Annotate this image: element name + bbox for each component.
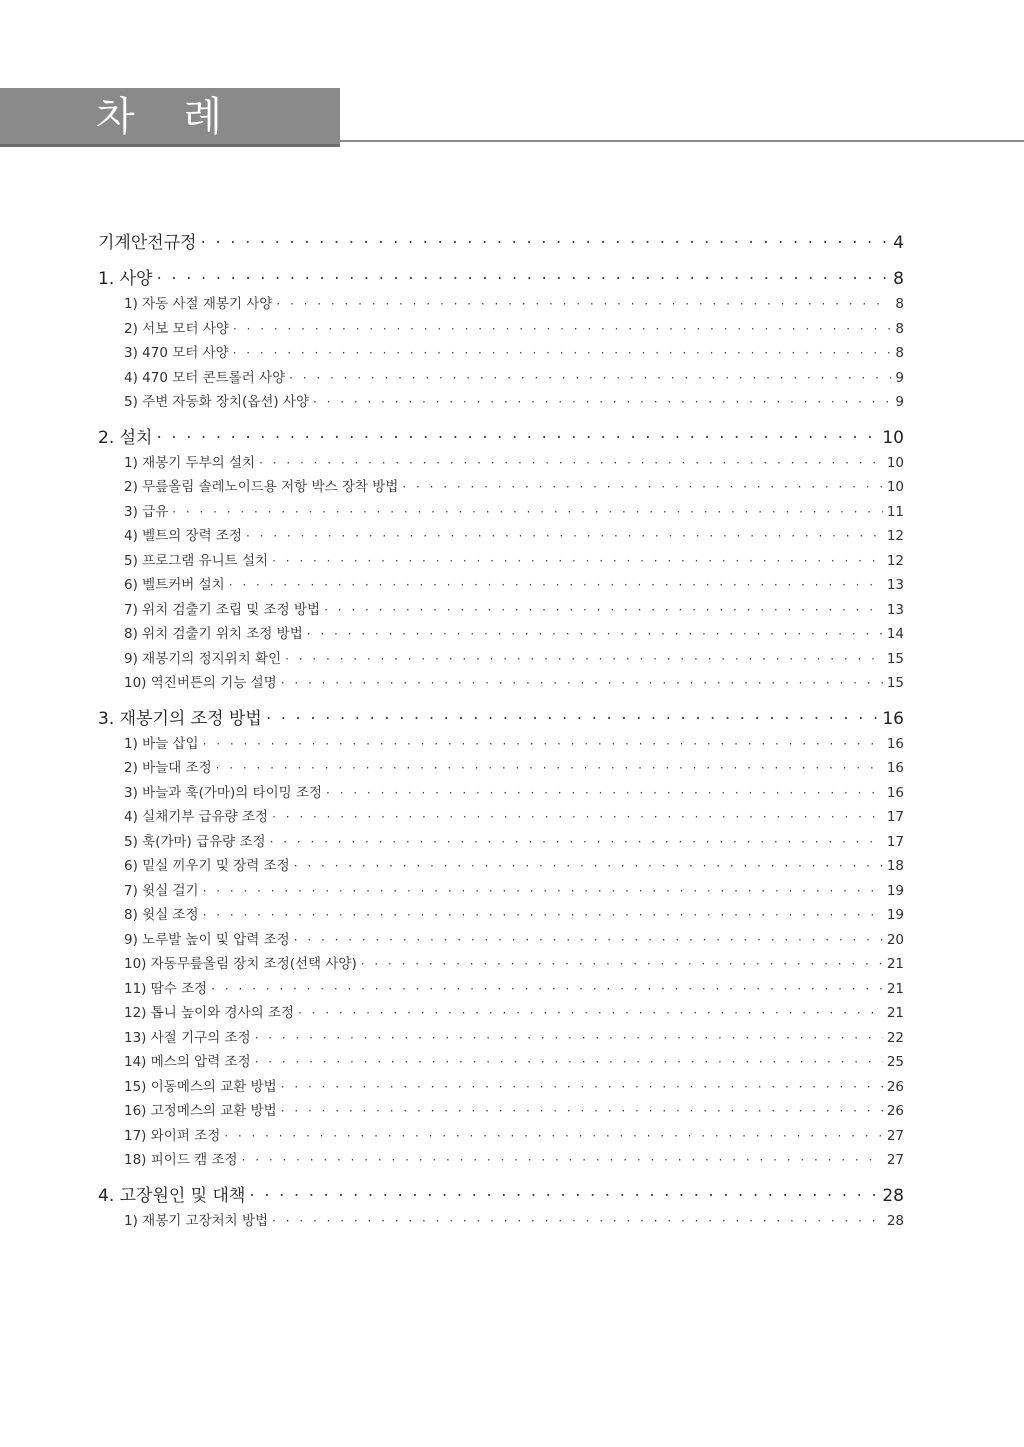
toc-entry[interactable] xyxy=(98,647,904,672)
toc-entry[interactable] xyxy=(98,781,904,806)
toc-entry-label: 9) 재봉기의 정지위치 확인 xyxy=(124,650,282,667)
leader-dots xyxy=(156,266,889,292)
toc-entry-label: 7) 윗실 걸기 xyxy=(124,882,199,899)
toc-entry-label: 3. 재봉기의 조정 방법 xyxy=(98,708,262,729)
toc-entry-label: 9) 노루발 높이 및 압력 조정 xyxy=(124,931,290,948)
table-of-contents xyxy=(98,228,904,1243)
toc-entry-page: 15 xyxy=(886,650,904,667)
toc-entry[interactable] xyxy=(98,549,904,574)
leader-dots xyxy=(216,756,883,781)
toc-section-heading[interactable] xyxy=(98,1183,904,1209)
toc-entry[interactable] xyxy=(98,1026,904,1051)
leader-dots xyxy=(361,952,883,977)
toc-entry[interactable] xyxy=(98,1001,904,1026)
toc-entry[interactable] xyxy=(98,830,904,855)
toc-section-heading[interactable] xyxy=(98,266,904,292)
toc-entry[interactable] xyxy=(98,524,904,549)
toc-entry-label: 4. 고장원인 및 대책 xyxy=(98,1185,246,1206)
toc-section-heading[interactable] xyxy=(98,425,904,451)
toc-entry[interactable] xyxy=(98,1075,904,1100)
toc-entry-page: 12 xyxy=(886,552,904,569)
toc-entry-page: 9 xyxy=(895,394,904,410)
toc-entry-page: 28 xyxy=(886,1212,904,1229)
toc-section xyxy=(98,1183,904,1234)
toc-section xyxy=(98,266,904,415)
toc-entry[interactable] xyxy=(98,854,904,879)
toc-entry[interactable] xyxy=(98,671,904,696)
toc-entry-label: 10) 자동무릎올림 장치 조정(선택 사양) xyxy=(124,956,357,972)
leader-dots xyxy=(255,1026,883,1051)
toc-entry-label: 17) 와이퍼 조정 xyxy=(124,1127,221,1144)
toc-entry-page: 21 xyxy=(886,1005,904,1021)
toc-entry[interactable] xyxy=(98,598,904,623)
toc-entry[interactable] xyxy=(98,805,904,830)
toc-entry-page: 13 xyxy=(886,577,904,593)
toc-entry-label: 1) 바늘 삽입 xyxy=(124,735,199,752)
toc-entry-label: 4) 470 모터 콘트롤러 사양 xyxy=(124,369,286,386)
toc-entry[interactable] xyxy=(98,341,904,366)
leader-dots xyxy=(203,732,883,757)
toc-section-heading[interactable] xyxy=(98,706,904,732)
toc-entry-page: 10 xyxy=(886,454,904,471)
toc-entry[interactable] xyxy=(98,756,904,781)
toc-entry-page: 11 xyxy=(886,503,904,520)
leader-dots xyxy=(272,549,883,574)
toc-section xyxy=(98,706,904,1173)
toc-entry[interactable] xyxy=(98,977,904,1002)
toc-entry[interactable] xyxy=(98,475,904,500)
toc-entry-page: 10 xyxy=(882,427,904,448)
toc-entry-page: 25 xyxy=(886,1054,904,1070)
leader-dots xyxy=(259,451,883,476)
toc-entry-page: 16 xyxy=(882,708,904,729)
leader-dots xyxy=(242,1148,883,1173)
leader-dots xyxy=(233,341,892,366)
toc-entry-label: 6) 벨트커버 설치 xyxy=(124,577,225,593)
toc-entry-label: 5) 훅(가마) 급유량 조정 xyxy=(124,833,266,850)
toc-entry-page: 4 xyxy=(893,233,904,253)
toc-entry-label: 13) 사절 기구의 조정 xyxy=(124,1029,251,1046)
toc-entry-label: 14) 메스의 압력 조정 xyxy=(124,1054,251,1070)
leader-dots xyxy=(289,366,891,391)
toc-entry-page: 8 xyxy=(895,296,904,312)
toc-entry-page: 16 xyxy=(886,760,904,776)
toc-entry[interactable] xyxy=(98,390,904,415)
leader-dots xyxy=(272,1209,883,1234)
toc-entry-page: 26 xyxy=(886,1103,904,1119)
header-rule xyxy=(340,140,1024,142)
toc-entry[interactable] xyxy=(98,366,904,391)
toc-entry[interactable] xyxy=(98,879,904,904)
toc-entry-label: 1) 재봉기 두부의 설치 xyxy=(124,454,256,471)
toc-entry-page: 10 xyxy=(886,479,904,495)
leader-dots xyxy=(233,317,891,342)
toc-entry-label: 5) 프로그램 유니트 설치 xyxy=(124,552,269,569)
toc-entry-intro[interactable] xyxy=(98,230,904,256)
toc-entry-label: 16) 고정메스의 교환 방법 xyxy=(124,1103,277,1119)
toc-entry[interactable] xyxy=(98,952,904,977)
toc-entry-label: 3) 급유 xyxy=(124,503,169,520)
toc-entry-label: 8) 위치 검출기 위치 조정 방법 xyxy=(124,626,303,642)
toc-entry-page: 15 xyxy=(886,675,904,691)
toc-entry-page: 28 xyxy=(882,1185,904,1206)
toc-entry-label: 18) 피이드 캠 조정 xyxy=(124,1152,238,1168)
leader-dots xyxy=(276,292,891,317)
toc-entry-label: 5) 주변 자동화 장치(옵션) 사양 xyxy=(124,394,310,410)
toc-entry[interactable] xyxy=(98,317,904,342)
toc-entry-label: 3) 바늘과 훅(가마)의 타이밍 조정 xyxy=(124,784,323,801)
leader-dots xyxy=(201,230,890,256)
toc-entry[interactable] xyxy=(98,451,904,476)
leader-dots xyxy=(270,830,883,855)
toc-entry-page: 20 xyxy=(886,931,904,948)
leader-dots xyxy=(255,1050,883,1075)
toc-entry[interactable] xyxy=(98,573,904,598)
toc-entry-label: 3) 470 모터 사양 xyxy=(124,345,229,361)
toc-entry-label: 11) 땀수 조정 xyxy=(124,980,208,997)
toc-entry-label: 1) 자동 사절 재봉기 사양 xyxy=(124,296,273,312)
leader-dots xyxy=(326,781,883,806)
page-title: 차 례 xyxy=(96,94,240,140)
toc-section xyxy=(98,425,904,696)
toc-entry[interactable] xyxy=(98,622,904,647)
toc-entry[interactable] xyxy=(98,732,904,757)
toc-entry-page: 8 xyxy=(895,345,904,361)
toc-entry[interactable] xyxy=(98,292,904,317)
leader-dots xyxy=(402,475,882,500)
leader-dots xyxy=(298,1001,883,1026)
toc-entry[interactable] xyxy=(98,1148,904,1173)
toc-entry-page: 16 xyxy=(886,735,904,752)
toc-entry-page: 19 xyxy=(886,907,904,923)
leader-dots xyxy=(281,1099,883,1124)
toc-entry-label: 4) 실채기부 급유량 조정 xyxy=(124,809,269,825)
leader-dots xyxy=(307,622,883,647)
toc-entry-label: 4) 벨트의 장력 조정 xyxy=(124,528,243,544)
leader-dots xyxy=(285,647,883,672)
leader-dots xyxy=(229,573,883,598)
toc-entry-label: 12) 톱니 높이와 경사의 조정 xyxy=(124,1005,295,1021)
toc-entry[interactable] xyxy=(98,1124,904,1149)
leader-dots xyxy=(203,879,883,904)
leader-dots xyxy=(203,903,883,928)
toc-entry-label: 2. 설치 xyxy=(98,427,153,448)
leader-dots xyxy=(281,671,883,696)
toc-entry-page: 27 xyxy=(886,1127,904,1144)
leader-dots xyxy=(313,390,891,415)
leader-dots xyxy=(324,598,883,623)
leader-dots xyxy=(249,1183,878,1209)
leader-dots xyxy=(294,854,883,879)
leader-dots xyxy=(211,977,883,1002)
toc-entry-label: 2) 무릎올림 솔레노이드용 저항 박스 장착 방법 xyxy=(124,479,399,495)
toc-entry-page: 26 xyxy=(886,1078,904,1095)
toc-entry-label: 2) 바늘대 조정 xyxy=(124,760,212,776)
toc-entry[interactable] xyxy=(98,928,904,953)
toc-entry-label: 1. 사양 xyxy=(98,269,153,289)
leader-dots xyxy=(156,425,878,451)
toc-entry[interactable] xyxy=(98,903,904,928)
toc-entry-page: 9 xyxy=(895,369,904,386)
toc-entry-label: 7) 위치 검출기 조립 및 조정 방법 xyxy=(124,601,321,618)
toc-entry-label: 6) 밑실 끼우기 및 장력 조정 xyxy=(124,858,290,874)
toc-entry-page: 27 xyxy=(886,1152,904,1168)
toc-entry-label: 8) 윗실 조정 xyxy=(124,907,199,923)
toc-entry-page: 12 xyxy=(886,528,904,544)
toc-entry[interactable] xyxy=(98,1209,904,1234)
toc-entry-page: 19 xyxy=(886,882,904,899)
toc-entry-page: 21 xyxy=(886,980,904,997)
toc-entry-page: 17 xyxy=(886,833,904,850)
toc-entry-page: 22 xyxy=(886,1029,904,1046)
toc-entry-label: 15) 이동메스의 교환 방법 xyxy=(124,1078,277,1095)
toc-entry-label: 1) 재봉기 고장처치 방법 xyxy=(124,1212,269,1229)
leader-dots xyxy=(272,805,883,830)
toc-entry-label: 기계안전규정 xyxy=(98,233,197,253)
toc-entry-page: 8 xyxy=(895,320,904,337)
toc-entry-page: 18 xyxy=(886,858,904,874)
toc-entry-page: 13 xyxy=(886,601,904,618)
toc-entry-label: 2) 서보 모터 사양 xyxy=(124,320,229,337)
leader-dots xyxy=(172,500,883,525)
toc-entry-page: 14 xyxy=(886,626,904,642)
toc-entry-page: 21 xyxy=(886,956,904,972)
leader-dots xyxy=(246,524,883,549)
toc-entry[interactable] xyxy=(98,500,904,525)
toc-entry-page: 16 xyxy=(886,784,904,801)
toc-entry-page: 17 xyxy=(886,809,904,825)
leader-dots xyxy=(294,928,883,953)
toc-entry-page: 8 xyxy=(893,269,904,289)
toc-entry[interactable] xyxy=(98,1050,904,1075)
toc-section-intro xyxy=(98,230,904,256)
toc-entry[interactable] xyxy=(98,1099,904,1124)
leader-dots xyxy=(281,1075,883,1100)
toc-entry-label: 10) 역진버튼의 기능 설명 xyxy=(124,675,277,691)
leader-dots xyxy=(224,1124,883,1149)
leader-dots xyxy=(266,706,879,732)
